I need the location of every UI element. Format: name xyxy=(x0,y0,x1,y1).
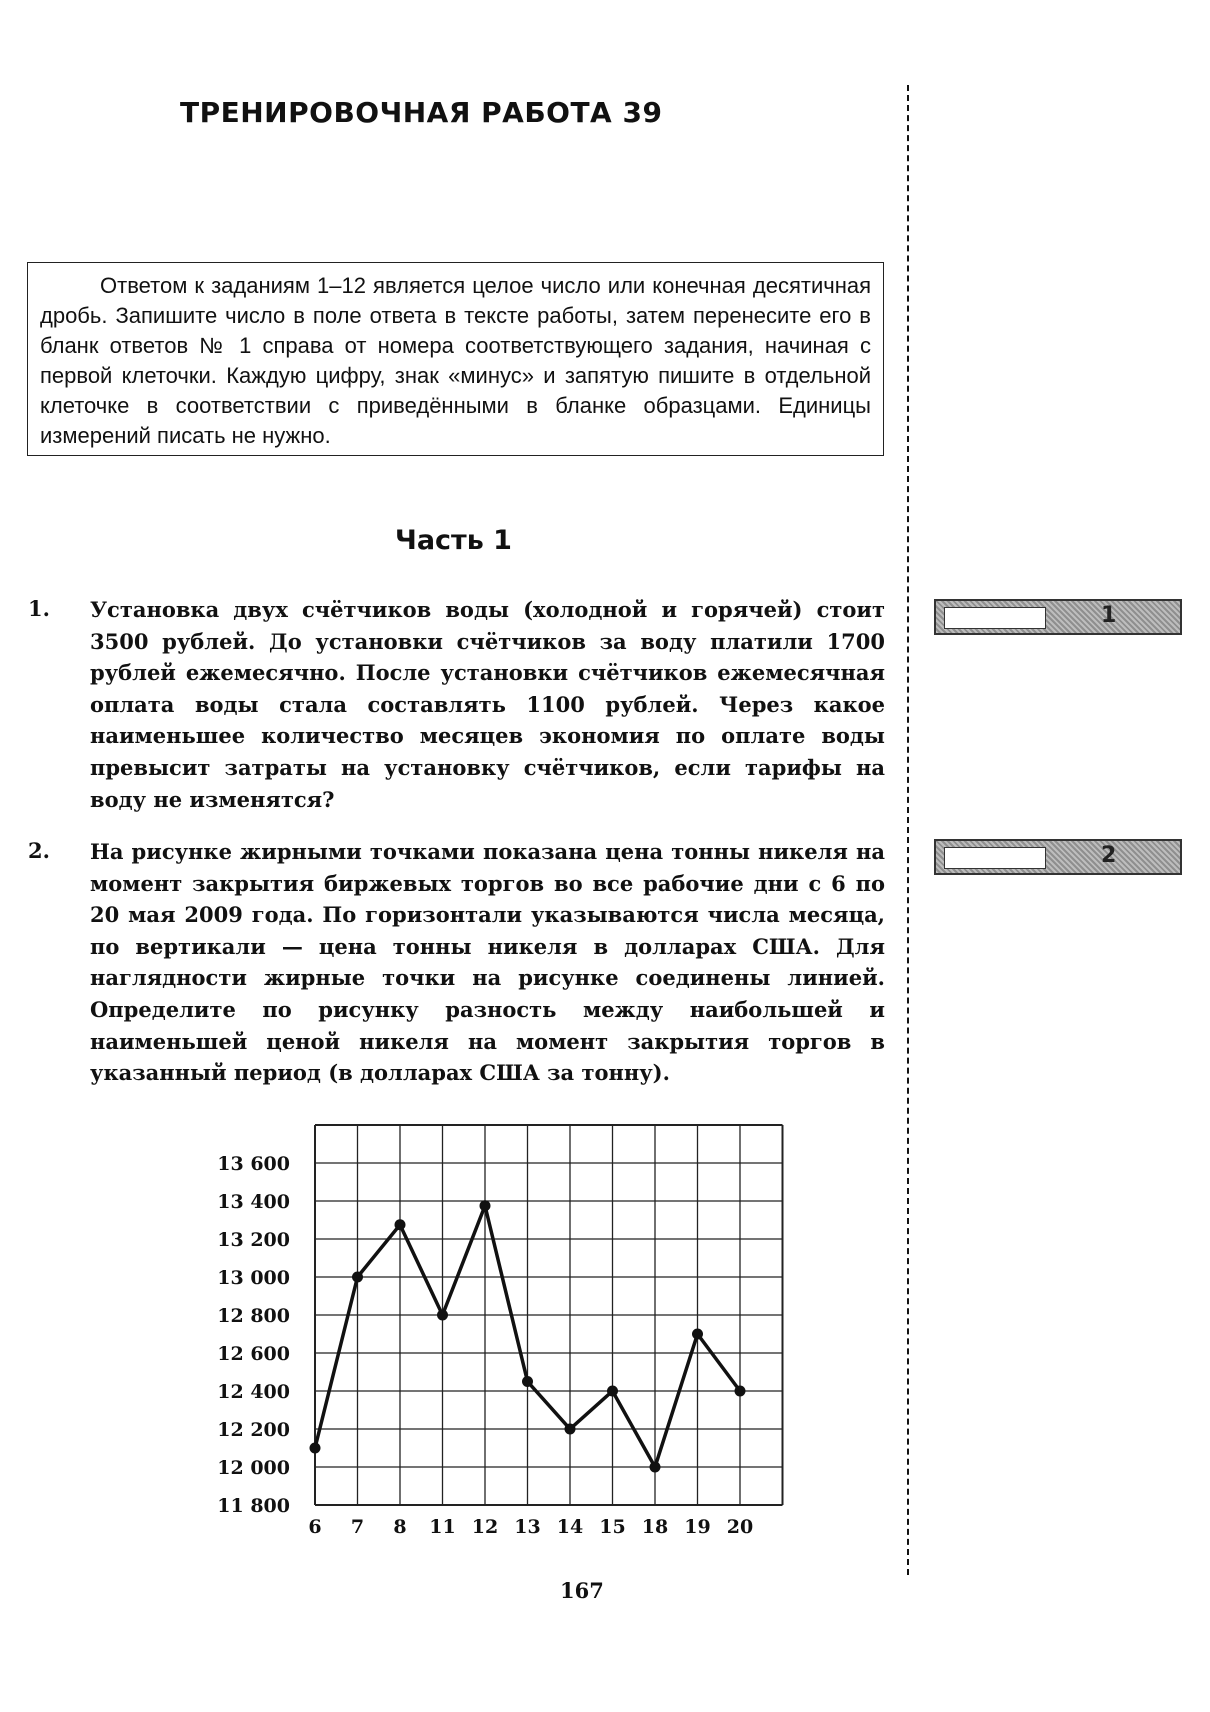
y-tick-label: 12 000 xyxy=(217,1457,290,1479)
answer-box-1-number: 1 xyxy=(1101,603,1117,628)
x-tick-label: 15 xyxy=(599,1516,626,1538)
x-tick-label: 20 xyxy=(726,1516,754,1538)
page-number: 167 xyxy=(560,1578,604,1603)
y-tick-label: 12 200 xyxy=(217,1419,290,1441)
x-tick-label: 7 xyxy=(350,1516,365,1538)
y-tick-label: 12 600 xyxy=(217,1343,290,1365)
y-tick-label: 13 600 xyxy=(217,1153,290,1175)
data-point xyxy=(607,1386,618,1397)
chart-grid xyxy=(315,1125,783,1505)
x-tick-label: 19 xyxy=(684,1516,711,1538)
instructions-box: Ответом к заданиям 1–12 является целое число или конечная десятичная дробь. Запишите число в поле ответа в тексте работы, затем перенесите его в бланк ответов № 1 справа от номера соответствующего задания, начиная с первой клеточки. Каждую цифру, знак «минус» и запятую пишите в отдельной клеточке в соответствии с приведёнными в бланке образцами. Единицы измерений писать не нужно. xyxy=(27,262,884,456)
x-tick-label: 8 xyxy=(393,1516,407,1538)
answer-field-1[interactable] xyxy=(944,607,1046,629)
y-axis-labels xyxy=(217,1153,290,1517)
question-2-number: 2. xyxy=(28,838,50,863)
y-tick-label: 13 000 xyxy=(217,1267,290,1289)
data-point xyxy=(735,1386,746,1397)
y-tick-label: 11 800 xyxy=(217,1495,290,1517)
x-tick-label: 12 xyxy=(471,1516,499,1538)
data-point xyxy=(565,1424,576,1435)
part-title: Часть 1 xyxy=(395,525,512,556)
answer-box-2-number: 2 xyxy=(1101,843,1117,868)
x-tick-label: 11 xyxy=(429,1516,456,1538)
answer-box-1[interactable] xyxy=(934,599,1182,635)
x-axis-labels xyxy=(308,1516,753,1538)
answer-field-2[interactable] xyxy=(944,847,1046,869)
data-point xyxy=(692,1329,703,1340)
question-1-text: Установка двух счётчиков воды (холодной и горячей) стоит 3500 рублей. До установки счётчиков за воду платили 1700 рублей ежемесячно. После установки счётчиков ежемесячная оплата воды стала составлять 1100 рублей. Через какое наименьшее количество месяцев экономия по оплате воды превысит затраты на установку счётчиков, если тарифы на воду не изменятся? xyxy=(90,597,885,812)
y-tick-label: 12 800 xyxy=(217,1305,290,1327)
data-point xyxy=(310,1443,321,1454)
page-title: ТРЕНИРОВОЧНАЯ РАБОТА 39 xyxy=(180,96,663,129)
x-tick-label: 14 xyxy=(556,1516,584,1538)
x-tick-label: 18 xyxy=(641,1516,669,1538)
question-2-text: На рисунке жирными точками показана цена тонны никеля на момент закрытия биржевых торгов во все рабочие дни с 6 по 20 мая 2009 года. По горизонтали указываются числа месяца, по вертикали — цена тонны никеля в долларах США. Для наглядности жирные точки на рисунке соединены линией. Определите по рисунку разность между наибольшей и наименьшей ценой никеля на момент закрытия торгов в указанный период (в долларах США за тонну). xyxy=(90,839,885,1086)
y-tick-label: 13 200 xyxy=(217,1229,290,1251)
x-tick-label: 13 xyxy=(514,1516,541,1538)
data-point xyxy=(480,1200,491,1211)
answer-box-2[interactable] xyxy=(934,839,1182,875)
data-point xyxy=(437,1310,448,1321)
question-1-number: 1. xyxy=(28,596,50,621)
x-tick-label: 6 xyxy=(308,1516,322,1538)
data-point xyxy=(522,1376,533,1387)
y-tick-label: 13 400 xyxy=(217,1191,290,1213)
nickel-price-chart xyxy=(200,1115,800,1545)
data-point xyxy=(395,1219,406,1230)
data-point xyxy=(650,1462,661,1473)
cut-line xyxy=(907,85,909,1575)
data-point xyxy=(352,1272,363,1283)
y-tick-label: 12 400 xyxy=(217,1381,290,1403)
